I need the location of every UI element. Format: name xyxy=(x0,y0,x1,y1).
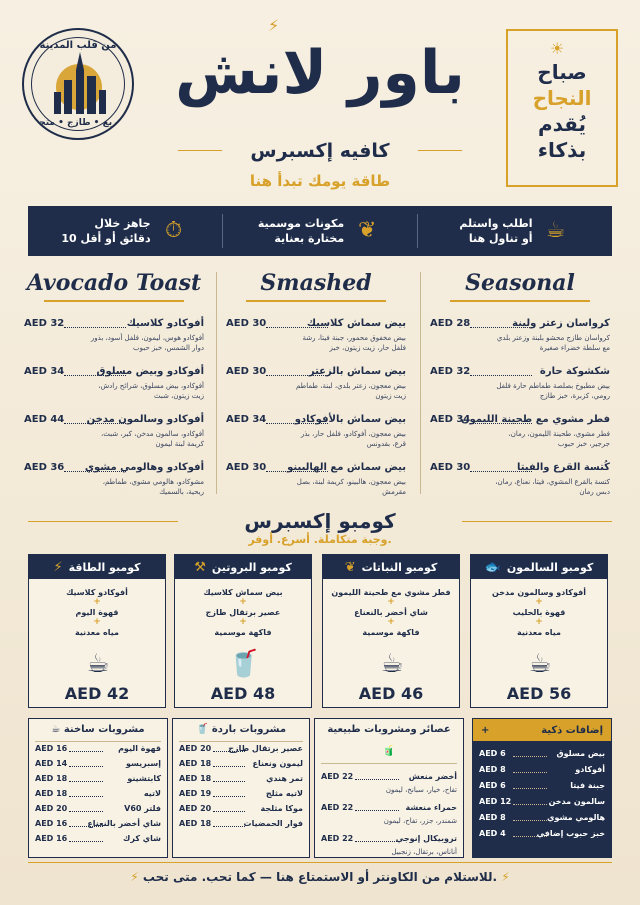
combo-line: مياه معدنية xyxy=(517,628,561,637)
item-name: أفوكادو وبيض مسلوق xyxy=(96,366,204,377)
dot-leader xyxy=(69,811,103,812)
leaf-icon: ❦ xyxy=(344,559,356,575)
extras-list xyxy=(473,741,611,843)
row-name: أخضر منعش xyxy=(408,772,457,781)
plus-icon: + xyxy=(387,597,395,607)
row-name: تروبيكال إنوجي xyxy=(395,834,457,843)
item-name: بيض سماش كلاسيك xyxy=(306,318,406,329)
dumbbell-icon: ⚒ xyxy=(194,559,206,575)
stopwatch-icon: ⏱ xyxy=(165,218,183,243)
item-name: بيض سماش بالأفوكادو xyxy=(294,414,406,425)
row-price: AED 18 xyxy=(179,759,212,768)
combo-line: فاكهة موسمية xyxy=(214,628,272,637)
info-ingredients xyxy=(222,214,417,248)
list-row xyxy=(35,817,161,832)
row-price: AED 18 xyxy=(35,789,68,798)
row-price: AED 20 xyxy=(179,744,212,753)
natural-juices-box xyxy=(314,718,464,858)
menu-item xyxy=(24,462,204,506)
bolt-icon: ⚡ xyxy=(130,870,139,884)
item-description: بيض مخفوق محمور، جبنة فيتا، رشة فلفل حار، زيت زيتون، خبز xyxy=(302,334,406,352)
list-row xyxy=(321,801,457,817)
combo-card-header xyxy=(471,555,607,579)
section-title: Avocado Toast xyxy=(26,270,202,296)
row-price: AED 22 xyxy=(321,803,354,812)
row-name: موكا مثلجة xyxy=(260,804,303,813)
row-name: جبنة فيتا xyxy=(570,781,605,790)
list-row xyxy=(479,779,605,795)
info-ingredients-text: مكونات موسمية مختارة بعناية xyxy=(257,217,345,245)
title-underline xyxy=(44,300,184,302)
row-name: خبز حبوب إضافي xyxy=(536,829,605,838)
combo-price: AED 46 xyxy=(358,684,424,703)
combo-line: شاي أخضر بالنعناع xyxy=(354,608,428,617)
salmon-icon: 🐟 xyxy=(484,559,501,575)
row-name: سالمون مدخن xyxy=(548,797,605,806)
list-row xyxy=(35,772,161,787)
extras-box xyxy=(472,718,612,858)
section-title: Smashed xyxy=(260,270,372,296)
item-price: AED 34 xyxy=(430,414,471,425)
drink-icon: ☕ xyxy=(86,649,110,679)
item-description: أفوكادو هوس، ليمون، فلفل أسود، بذور دوار الشمس، خبز حبوب xyxy=(90,334,204,352)
item-name: أفوكادو كلاسيك xyxy=(126,318,204,329)
dot-leader xyxy=(355,810,399,811)
list-row xyxy=(35,787,161,802)
info-ready xyxy=(28,214,222,248)
tagline: طاقة يومك تبدأ هنا xyxy=(249,172,391,190)
plus-icon: + xyxy=(387,617,395,627)
divider xyxy=(28,521,178,522)
item-price: AED 30 xyxy=(430,462,471,473)
row-description: شمندر، جزر، تفاح، ليمون xyxy=(383,817,457,825)
item-description: بيض مطبوخ بصلصة طماطم حارة فلفل رومي، كزبرة، خبز طازج xyxy=(496,382,610,400)
title-underline xyxy=(450,300,590,302)
list-row xyxy=(479,763,605,779)
combo-card xyxy=(174,554,312,708)
info-pickup-text: اطلب واستلم أو تناول هنا xyxy=(459,217,533,245)
item-description: أفوكادو، بيض مسلوق، شرائح رادش، زيت زيتون، شبث xyxy=(98,382,204,400)
section-title: Seasonal xyxy=(465,270,575,296)
plus-icon: + xyxy=(535,597,543,607)
dot-leader xyxy=(213,781,245,782)
row-price: AED 22 xyxy=(321,772,354,781)
combo-card-title: كومبو البروتين xyxy=(211,560,292,574)
combo-line: قهوة بالحليب xyxy=(512,608,566,617)
row-name: لاتيه xyxy=(143,789,161,798)
row-name: شاي كرك xyxy=(123,834,161,843)
dot-leader xyxy=(513,772,547,773)
menu-item xyxy=(24,414,204,458)
item-description: فطر مشوي، طحينة الليمون، رمان، جرجير، خبز حبوب xyxy=(508,430,610,448)
hot-drinks-title-text: مشروبات ساخنة xyxy=(63,724,145,735)
combo-line: فطر مشوي مع طحينة الليمون xyxy=(331,588,451,597)
item-description: كتسة بالقرع المشوي، فيتا، نعناع، رمان، دبس رمان xyxy=(495,478,610,496)
combo-price: AED 42 xyxy=(64,684,130,703)
menu-item xyxy=(430,366,610,410)
wheat-icon: ❦ xyxy=(357,218,377,243)
row-name: إسبريسو xyxy=(125,759,161,768)
item-name: أفوكادو وسالمون مدخن xyxy=(86,414,204,425)
list-row xyxy=(479,827,605,843)
cold-drinks-title-text: مشروبات باردة xyxy=(211,724,287,735)
row-description: تفاح، خيار، سبانخ، ليمون xyxy=(385,786,457,794)
divider xyxy=(28,862,612,863)
combo-price: AED 56 xyxy=(506,684,572,703)
combo-card xyxy=(28,554,166,708)
item-description: مشوكادو، هالومي مشوي، طماطم، ريحية، بالسميك xyxy=(102,478,204,496)
row-price: AED 20 xyxy=(35,804,68,813)
morning-line-4: بذكاء xyxy=(537,138,587,162)
row-name: هالومي مشوي xyxy=(547,813,605,822)
drink-icon: ☕ xyxy=(528,649,552,679)
item-description: بيض معجون، زعتر بلدي، لبنة، طماطم زيت زيتون xyxy=(296,382,406,400)
row-price: AED 16 xyxy=(35,834,68,843)
dot-leader xyxy=(513,756,547,757)
hot-drinks-title xyxy=(35,719,161,742)
combo-card-lines xyxy=(29,579,165,638)
row-price: AED 12 xyxy=(479,797,512,806)
dot-leader xyxy=(355,841,399,842)
row-name: فلتر V60 xyxy=(124,804,161,813)
item-price: AED 30 xyxy=(226,318,267,329)
item-name: كُتسة القرع والفيتا xyxy=(516,462,610,473)
plus-icon: + xyxy=(535,617,543,627)
list-row xyxy=(479,811,605,827)
footer-text: للاستلام من الكاونتر أو الاستمتاع هنا — كما تحب. متى تحب. xyxy=(142,870,498,884)
row-name: لاتيه مثلج xyxy=(265,789,303,798)
row-price: AED 6 xyxy=(479,781,506,790)
info-bar xyxy=(28,206,612,256)
item-price: AED 30 xyxy=(226,462,267,473)
item-name: بيض سماش بالزعتر xyxy=(308,366,406,377)
list-row xyxy=(35,742,161,757)
bolt-icon: ⚡ xyxy=(53,559,63,575)
combo-line: بيض سماش كلاسيك xyxy=(203,588,283,597)
dot-leader xyxy=(213,796,245,797)
plus-icon: + xyxy=(93,617,101,627)
row-name: قهوة اليوم xyxy=(118,744,161,753)
list-row xyxy=(179,802,303,817)
morning-box xyxy=(506,29,618,187)
logo-badge xyxy=(22,28,134,140)
combo-price: AED 48 xyxy=(210,684,276,703)
row-price: AED 16 xyxy=(35,744,68,753)
brand-subtitle: كافيه إكسبرس xyxy=(250,140,390,162)
logo-bottom-text: سريع • طازج • متجدد xyxy=(29,118,127,128)
combo-card xyxy=(470,554,608,708)
row-price: AED 14 xyxy=(35,759,68,768)
footer xyxy=(0,864,640,890)
row-name: تمر هندي xyxy=(266,774,303,783)
title-underline xyxy=(246,300,386,302)
coffee-cup-icon: ☕ xyxy=(51,724,61,735)
list-row xyxy=(179,742,303,757)
row-price: AED 22 xyxy=(321,834,354,843)
natural-juices-title xyxy=(321,719,457,764)
combo-line: فاكهة موسمية xyxy=(362,628,420,637)
row-price: AED 18 xyxy=(35,774,68,783)
menu-item xyxy=(226,318,406,362)
item-name: فطر مشوي مع طحينة الليمون xyxy=(461,414,610,425)
divider xyxy=(216,272,217,494)
item-name: بيض سماش مع الهالبينو xyxy=(287,462,406,473)
dot-leader xyxy=(69,766,103,767)
item-price: AED 28 xyxy=(430,318,471,329)
morning-line-2: النجاح xyxy=(532,86,592,110)
row-price: AED 18 xyxy=(179,819,212,828)
combo-card-header xyxy=(323,555,459,579)
plus-icon: + xyxy=(93,597,101,607)
row-price: AED 19 xyxy=(179,789,212,798)
dot-leader xyxy=(513,804,547,805)
drink-icon: 🥤 xyxy=(227,649,261,679)
combo-card-header xyxy=(175,555,311,579)
sun-icon: ☀ xyxy=(550,39,565,58)
list-row xyxy=(35,802,161,817)
row-name: شاي أخضر بالنعناع xyxy=(87,819,161,828)
cup-icon: ☕ xyxy=(545,218,566,243)
list-row xyxy=(179,817,303,832)
logo-top-text: من قلب المدينة xyxy=(39,40,117,51)
menu-item xyxy=(24,366,204,410)
combo-title: كومبو إكسبرس xyxy=(244,509,396,533)
menu-item xyxy=(24,318,204,362)
item-description: بيض معجون، أفوكادو، فلفل حار، بذر قرع، بقدونس xyxy=(300,430,406,448)
row-price: AED 6 xyxy=(479,749,506,758)
combo-subtitle: وجبة متكاملة. أسرع. أوفر. xyxy=(248,533,392,546)
plus-icon: + xyxy=(239,617,247,627)
row-price: AED 16 xyxy=(35,819,68,828)
item-price: AED 34 xyxy=(226,414,267,425)
item-name: أفوكادو وهالومي مشوي xyxy=(84,462,204,473)
combo-card xyxy=(322,554,460,708)
dot-leader xyxy=(69,781,103,782)
dot-leader xyxy=(213,826,245,827)
row-name: أفوكادو xyxy=(575,765,605,774)
brand-title: باور لانش xyxy=(175,38,465,108)
item-price: AED 30 xyxy=(226,366,267,377)
row-name: عصير برتقال طازج xyxy=(228,744,303,753)
row-name: ليمون ونعناع xyxy=(252,759,303,768)
combo-line: عصير برتقال طازج xyxy=(205,608,281,617)
dot-leader xyxy=(513,820,547,821)
extras-header xyxy=(473,719,611,741)
plus-icon: + xyxy=(239,597,247,607)
row-price: AED 20 xyxy=(179,804,212,813)
list-row xyxy=(479,747,605,763)
item-name: شكشوكة حارة xyxy=(539,366,610,377)
hot-drinks-box xyxy=(28,718,168,858)
dot-leader xyxy=(213,766,245,767)
morning-line-1: صباح xyxy=(537,60,587,84)
dot-leader xyxy=(213,811,245,812)
menu-item xyxy=(226,462,406,506)
menu-item xyxy=(226,414,406,458)
cold-drinks-list xyxy=(173,742,309,832)
list-row xyxy=(35,757,161,772)
item-price: AED 32 xyxy=(24,318,65,329)
item-name: كرواسان زعتر ولبنة xyxy=(512,318,610,329)
cold-drinks-title xyxy=(179,719,303,742)
plus-icon: + xyxy=(481,724,490,736)
combo-line: قهوة اليوم xyxy=(75,608,119,617)
combo-card-title: كومبو الطاقة xyxy=(68,560,141,574)
list-row xyxy=(321,770,457,786)
morning-line-3: يُقدم xyxy=(537,112,587,136)
list-row xyxy=(179,772,303,787)
bolt-icon: ⚡ xyxy=(268,16,280,35)
combo-card-lines xyxy=(471,579,607,638)
divider xyxy=(420,272,421,494)
dot-leader xyxy=(64,327,126,328)
item-price: AED 36 xyxy=(24,462,65,473)
dot-leader xyxy=(69,751,103,752)
row-name: بيض مسلوق xyxy=(556,749,605,758)
extras-title: إضافات ذكية xyxy=(541,724,603,736)
item-description: بيض معجون، هالبينو، كريمة لبنة، بصل مقرمش xyxy=(296,478,406,496)
row-name: كابتشينو xyxy=(127,774,161,783)
menu-item xyxy=(226,366,406,410)
row-price: AED 18 xyxy=(179,774,212,783)
combo-card-title: كومبو النباتات xyxy=(361,560,438,574)
cold-drinks-box xyxy=(172,718,310,858)
combo-line: مياه معدنية xyxy=(75,628,119,637)
row-price: AED 4 xyxy=(479,829,506,838)
dot-leader xyxy=(69,796,103,797)
combo-card-header xyxy=(29,555,165,579)
natural-juices-list xyxy=(315,770,463,857)
list-row xyxy=(179,787,303,802)
info-ready-text: جاهز خلال 10 دقائق أو أقل xyxy=(61,217,151,245)
divider xyxy=(462,521,612,522)
menu-item xyxy=(430,462,610,506)
bottle-icon: 🧃 xyxy=(382,746,396,757)
combo-card-title: كومبو السالمون xyxy=(506,560,594,574)
row-name: فوار الحمضيات xyxy=(243,819,303,828)
iced-cup-icon: 🥤 xyxy=(195,724,209,735)
drink-icon: ☕ xyxy=(380,649,404,679)
list-row xyxy=(321,832,457,848)
combo-line: أفوكادو كلاسيك xyxy=(66,588,128,597)
bolt-icon: ⚡ xyxy=(501,870,510,884)
item-price: AED 32 xyxy=(430,366,471,377)
row-name: حمراء منعشة xyxy=(405,803,457,812)
natural-juices-title-text: عصائر ومشروبات طبيعية xyxy=(327,724,451,735)
item-price: AED 34 xyxy=(24,366,65,377)
item-description: أفوكادو، سالمون مدخن، كبر، شبث، كريمة لبنة ليمون xyxy=(101,430,204,448)
dot-leader xyxy=(513,788,547,789)
list-row xyxy=(35,832,161,847)
info-pickup xyxy=(417,214,612,248)
list-row xyxy=(479,795,605,811)
combo-line: أفوكادو وسالمون مدخن xyxy=(492,588,586,597)
dot-leader xyxy=(69,841,103,842)
combo-card-lines xyxy=(175,579,311,638)
row-price: AED 8 xyxy=(479,813,506,822)
row-price: AED 8 xyxy=(479,765,506,774)
dot-leader xyxy=(355,779,399,780)
item-description: كرواسان طازج محشو بلبنة وزعتر بلدي مع سلطة خضراء صغيرة xyxy=(496,334,610,352)
menu-item xyxy=(430,414,610,458)
dot-leader xyxy=(470,375,532,376)
row-description: أناناس، برتقال، زنجبيل xyxy=(391,848,457,856)
menu-item xyxy=(430,318,610,362)
combo-card-lines xyxy=(323,579,459,638)
list-row xyxy=(179,757,303,772)
hot-drinks-list xyxy=(29,742,167,847)
item-price: AED 44 xyxy=(24,414,65,425)
